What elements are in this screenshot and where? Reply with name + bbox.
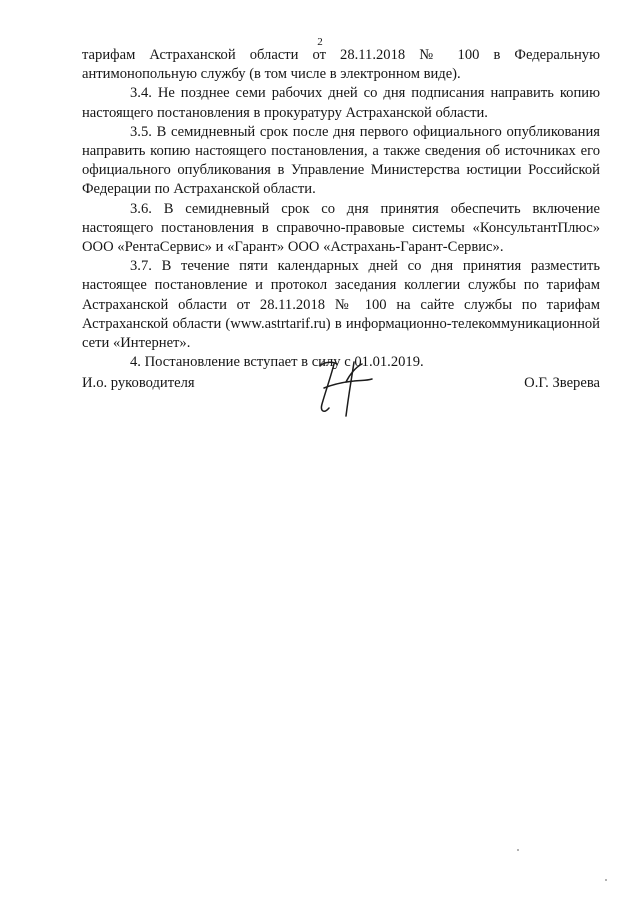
paragraph-continuation: тарифам Астраханской области от 28.11.2018 № 100 в Федеральную антимонопольную службу (в том числе в электронном виде). — [82, 47, 600, 83]
document-body — [82, 46, 600, 372]
signer-title: И.о. руководителя — [82, 375, 195, 391]
paragraph-3-6: 3.6. В семидневный срок со дня принятия обеспечить включение настоящего постановления в справочно-правовые системы «КонсультантПлюс» ООО «РентаСервис» и «Гарант» ООО «Астрахань-Гарант-Сервис». — [82, 200, 600, 256]
handwritten-signature — [310, 358, 380, 420]
signer-name: О.Г. Зверева — [524, 375, 600, 391]
paragraph-3-4: 3.4. Не позднее семи рабочих дней со дня подписания направить копию настоящего постановления в прокуратуру Астраханской области. — [82, 85, 600, 121]
paragraph-4: 4. Постановление вступает в силу с 01.01.2019. — [130, 354, 424, 371]
paragraph-3-7: 3.7. В течение пяти календарных дней со дня принятия разместить настоящее постановление и протокол заседания коллегии службы по тарифам Астраханской области от 28.11.2018 № 100 на сайте службы по тарифам Астраханской области (www.astrtarif.ru) в информационно-телекоммуникационной сети «Интернет». — [82, 258, 600, 352]
page-number: 2 — [317, 36, 323, 48]
scan-speck — [517, 849, 519, 851]
scan-speck — [605, 879, 607, 881]
paragraph-3-5: 3.5. В семидневный срок после дня первого официального опубликования направить копию настоящего постановления, а также сведения об источниках его официального опубликования в Управление Министерства юстиции Российской Федерации по Астраханской области. — [82, 123, 600, 198]
